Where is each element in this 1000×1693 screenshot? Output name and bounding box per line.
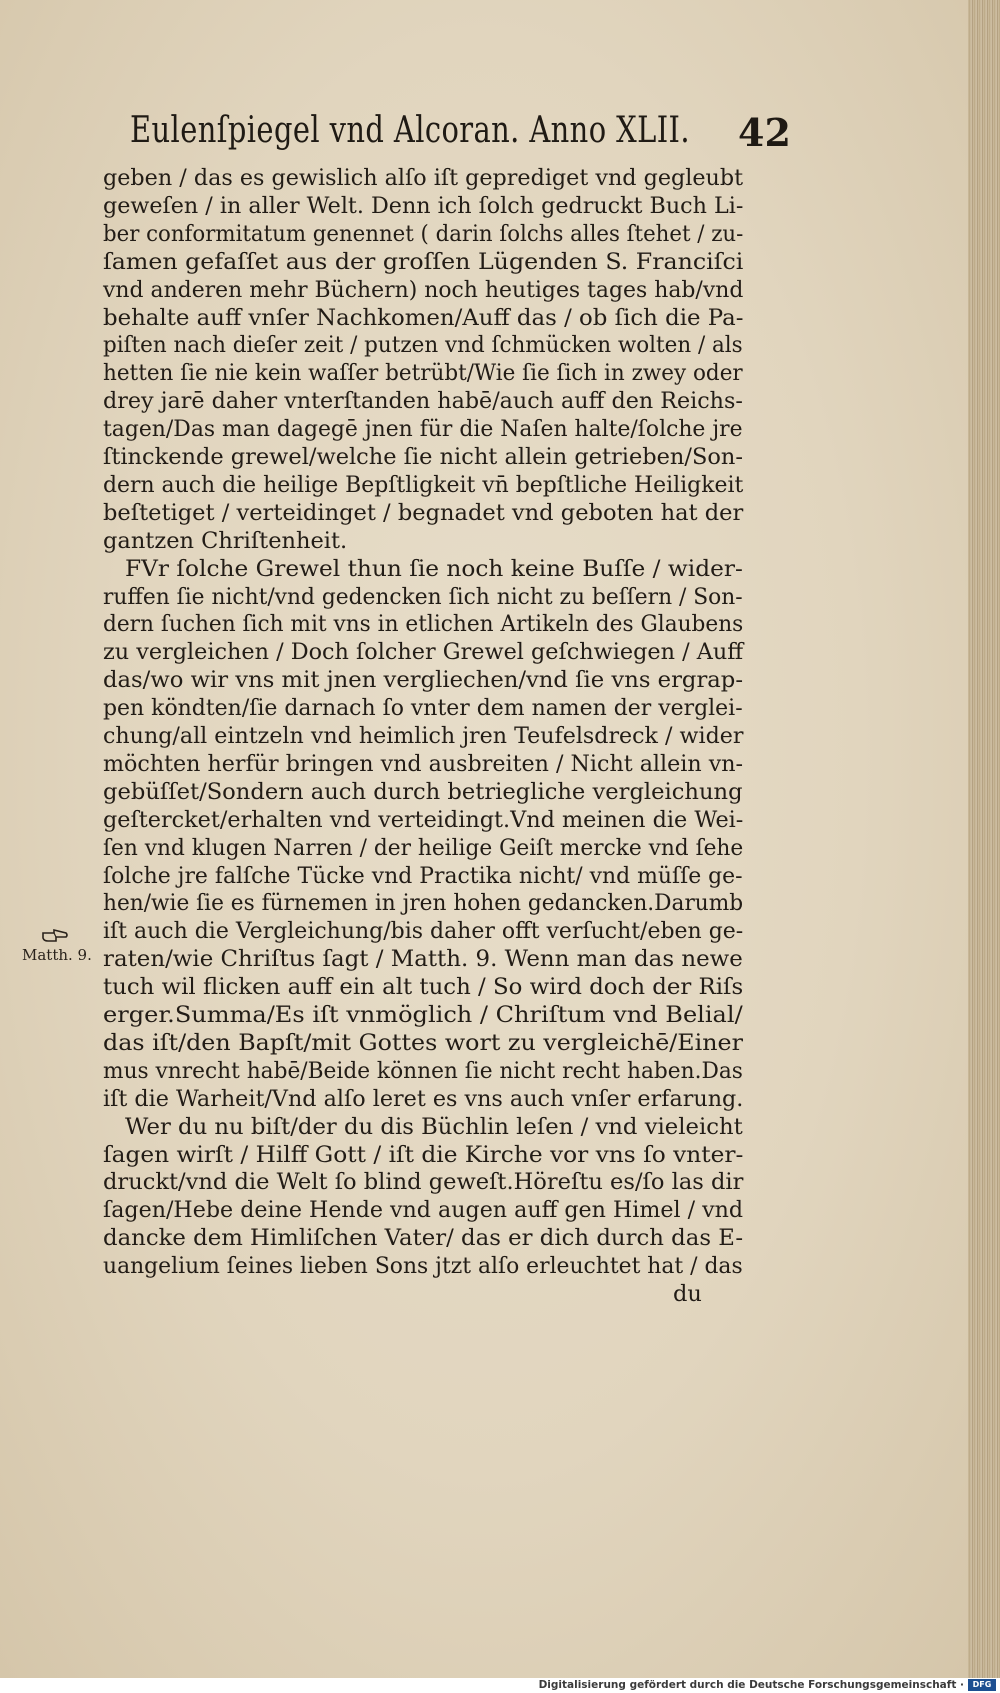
text-line: tuch wil flicken auff ein alt tuch / So wird doch der Riſs bbox=[103, 974, 744, 1001]
text-line: ſagen wirſt / Hilff Gott / iſt die Kirche vor vns ſo vnter- bbox=[103, 1141, 744, 1168]
running-title: Eulenſpiegel vnd Alcoran. Anno XLII. bbox=[130, 110, 690, 151]
footer-bar bbox=[0, 1678, 1000, 1693]
text-line: gebüſſet/Sondern auch durch betriegliche vergleichung bbox=[103, 778, 743, 805]
text-line: ſen vnd klugen Narren / der heilige Geiſt mercke vnd ſehe bbox=[103, 834, 744, 861]
text-line: iſt auch die Vergleichung/bis daher offt verſucht/eben ge- bbox=[103, 918, 744, 945]
text-line: das/wo wir vns mit jnen vergliechen/vnd ſie vns ergrap- bbox=[103, 667, 743, 694]
footer-credit: Digitalisierung gefördert durch die Deutsche Forschungsgemeinschaft · bbox=[538, 1679, 964, 1691]
text-line: ſamen gefaſſet aus der groſſen Lügenden S. Franciſci bbox=[103, 248, 744, 275]
text-line: gantzen Chriſtenheit. bbox=[103, 527, 348, 554]
text-line: FVr ſolche Grewel thun ſie noch keine Buſſe / wider- bbox=[125, 555, 743, 582]
text-line: dern ſuchen ſich mit vns in etlichen Artikeln des Glaubens bbox=[103, 611, 744, 638]
text-line: druckt/vnd die Welt ſo blind geweſt.Höreſtu es/ſo las dir bbox=[103, 1169, 744, 1196]
text-line: ſtinckende grewel/welche ſie nicht allein getrieben/Son- bbox=[103, 444, 743, 470]
text-line: tagen/Das man dagegē jnen für die Naſen halte/ſolche jre bbox=[103, 416, 743, 443]
text-line: möchten herfür bringen vnd ausbreiten / Nicht allein vn- bbox=[103, 750, 744, 777]
text-line: zu vergleichen / Doch ſolcher Grewel geſchwiegen / Auff bbox=[103, 639, 744, 666]
page-number: 42 bbox=[738, 110, 791, 155]
text-line: geſtercket/erhalten vnd verteidingt.Vnd meinen die Wei- bbox=[103, 806, 744, 833]
text-line: drey jarē daher vnterſtanden habē/auch auff den Reichs- bbox=[103, 388, 743, 415]
text-line: beſtetiget / verteidinget / begnadet vnd geboten hat der bbox=[103, 499, 744, 526]
text-line: geweſen / in aller Welt. Denn ich ſolch gedruckt Buch Li- bbox=[103, 192, 744, 219]
text-line: mus vnrecht habē/Beide können ſie nicht recht haben.Das bbox=[103, 1057, 743, 1084]
text-line: behalte auff vnſer Nachkomen/Auff das / ob ſich die Pa- bbox=[103, 304, 744, 331]
text-line: ſolche jre falſche Tücke vnd Practika nicht/ vnd müſſe ge- bbox=[103, 862, 743, 889]
page-edges bbox=[968, 0, 1000, 1678]
text-line: dancke dem Himliſchen Vater/ das er dich durch das E- bbox=[103, 1225, 744, 1252]
show-through-mark bbox=[720, 1295, 860, 1313]
pointing-hand-icon bbox=[42, 924, 68, 944]
text-line: das iſt/den Bapſt/mit Gottes wort zu vergleichē/Einer bbox=[103, 1029, 743, 1056]
text-line: chung/all eintzeln vnd heimlich jren Teufelsdreck / wider bbox=[103, 723, 744, 749]
text-line: geben / das es gewislich alſo iſt geprediget vnd gegleubt bbox=[103, 165, 744, 191]
text-line: ber conformitatum genennet ( darin ſolchs alles ſtehet / zu- bbox=[103, 220, 744, 247]
text-block bbox=[103, 165, 748, 1315]
dfg-logo: DFG bbox=[968, 1679, 996, 1691]
running-head bbox=[130, 110, 810, 160]
text-line: vnd anderen mehr Büchern) noch heutiges tages hab/vnd bbox=[103, 276, 744, 303]
text-line: piſten nach dieſer zeit / putzen vnd ſchmücken wolten / als bbox=[103, 332, 743, 359]
text-line: hetten ſie nie kein waſſer betrübt/Wie ſie ſich in zwey oder bbox=[103, 360, 743, 387]
text-line: erger.Summa/Es iſt vnmöglich / Chriſtum vnd Belial/ bbox=[103, 1002, 743, 1028]
text-line: ruffen ſie nicht/vnd gedencken ſich nicht zu beſſern / Son- bbox=[103, 583, 743, 610]
text-line: dern auch die heilige Bepſtligkeit vn̄ bepſtliche Heiligkeit bbox=[103, 471, 744, 498]
text-line: ſagen/Hebe deine Hende vnd augen auff gen Himel / vnd bbox=[103, 1197, 744, 1224]
text-line: Wer du nu biſt/der du dis Büchlin leſen / vnd vieleicht bbox=[125, 1113, 743, 1140]
text-line: du bbox=[673, 1281, 702, 1307]
text-line: hen/wie ſie es fürnemen in jren hohen gedancken.Darumb bbox=[103, 890, 744, 917]
text-line: raten/wie Chriſtus ſagt / Matth. 9. Wenn man das newe bbox=[103, 946, 743, 973]
text-line: uangelium ſeines lieben Sons jtzt alſo erleuchtet hat / das bbox=[103, 1253, 743, 1280]
text-line: pen köndten/ſie darnach ſo vnter dem namen der verglei- bbox=[103, 695, 743, 722]
text-line: iſt die Warheit/Vnd alſo leret es vns auch vnſer erfarung. bbox=[103, 1085, 744, 1112]
margin-reference: Matth. 9. bbox=[22, 946, 92, 964]
